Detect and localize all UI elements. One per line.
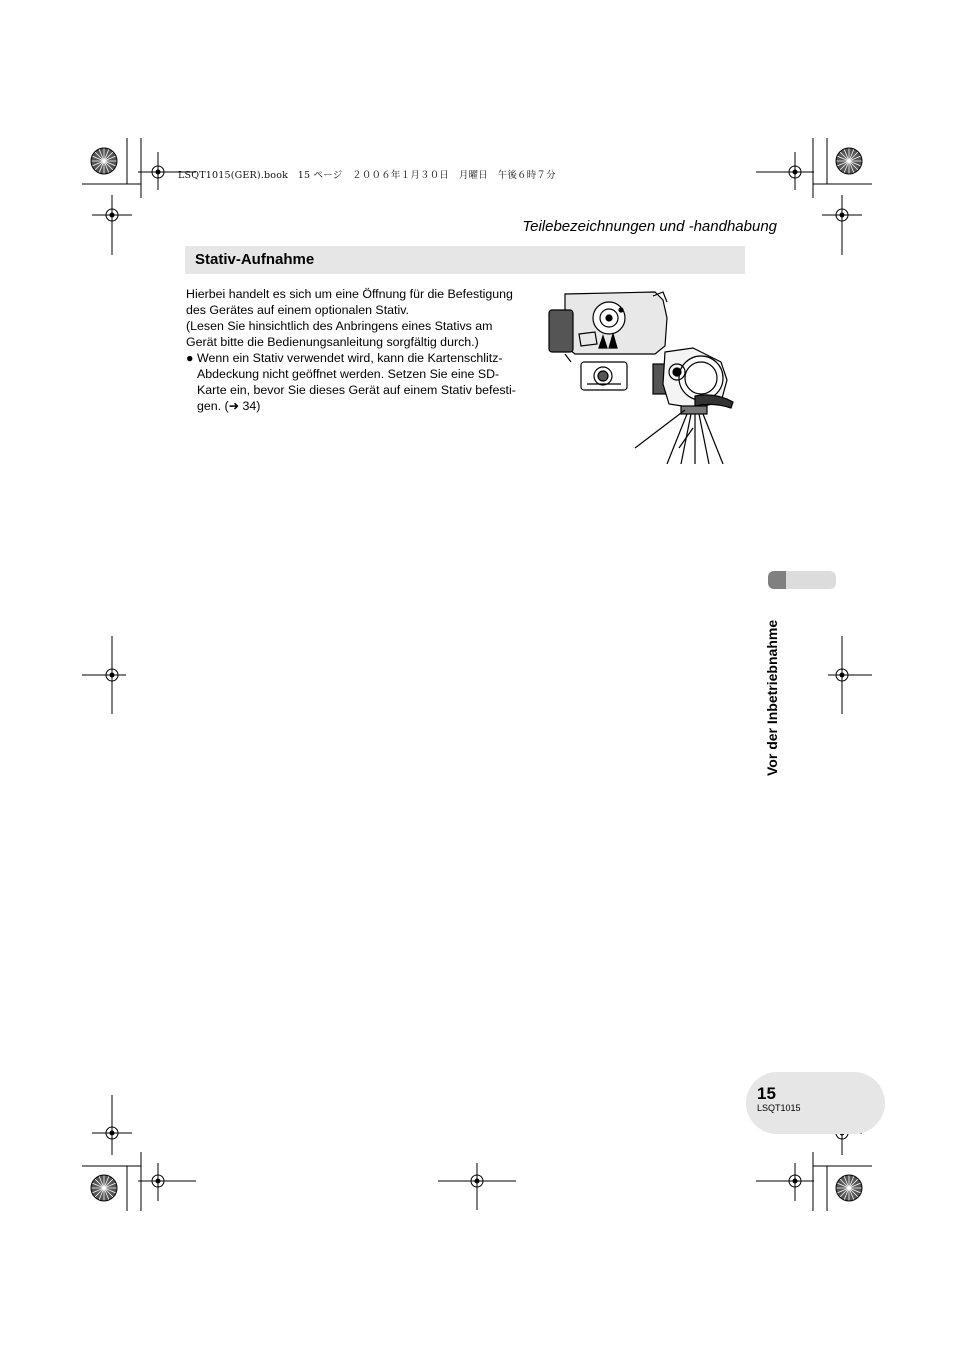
starburst-target-icon xyxy=(836,1175,862,1201)
tripod-illustration xyxy=(545,288,737,464)
file-info: LSQT1015(GER).book 15 ページ ２００６年１月３０日 月曜日 午後６時７分 xyxy=(178,170,556,181)
section-body xyxy=(186,286,536,414)
registration-mark-icon xyxy=(92,1095,132,1155)
chapter-tab-indicator xyxy=(768,571,836,589)
chapter-side-label: Vor der Inbetriebnahme xyxy=(764,619,780,776)
bullet-line: Wenn ein Stativ verwendet wird, kann die Kartenschlitz- xyxy=(197,351,503,365)
registration-mark-icon xyxy=(82,636,126,714)
page-number: 15 xyxy=(757,1084,776,1103)
page-code: LSQT1015 xyxy=(757,1103,801,1113)
registration-mark-icon xyxy=(756,152,814,190)
registration-mark-icon xyxy=(828,636,872,714)
bullet-line: Abdeckung nicht geöffnet werden. Setzen Sie eine SD- xyxy=(197,367,500,381)
section-heading-bar xyxy=(185,246,745,274)
bullet-note xyxy=(186,350,536,414)
registration-mark-icon xyxy=(138,1163,196,1201)
bullet-icon: ● xyxy=(186,351,194,365)
section-title: Stativ-Aufnahme xyxy=(195,251,315,268)
registration-mark-icon xyxy=(756,1163,814,1201)
starburst-target-icon xyxy=(91,1175,117,1201)
chapter-tab-marker xyxy=(768,571,786,589)
registration-mark-icon xyxy=(438,1163,516,1210)
running-header: Teilebezeichnungen und -handhabung xyxy=(522,218,777,235)
paragraph-line: Gerät bitte die Bedienungsanleitung sorgfältig durch.) xyxy=(186,335,479,349)
registration-mark-icon xyxy=(822,195,862,255)
paragraph-line: (Lesen Sie hinsichtlich des Anbringens eines Stativs am xyxy=(186,319,493,333)
registration-mark-icon xyxy=(92,195,132,255)
paragraph-line: des Gerätes auf einem optionalen Stativ. xyxy=(186,303,409,317)
bullet-line: Karte ein, bevor Sie dieses Gerät auf einem Stativ befesti- xyxy=(197,383,516,397)
starburst-target-icon xyxy=(91,148,117,174)
bullet-line: gen. (➜ 34) xyxy=(197,399,261,413)
starburst-target-icon xyxy=(836,148,862,174)
paragraph-line: Hierbei handelt es sich um eine Öffnung für die Befestigung xyxy=(186,287,513,301)
